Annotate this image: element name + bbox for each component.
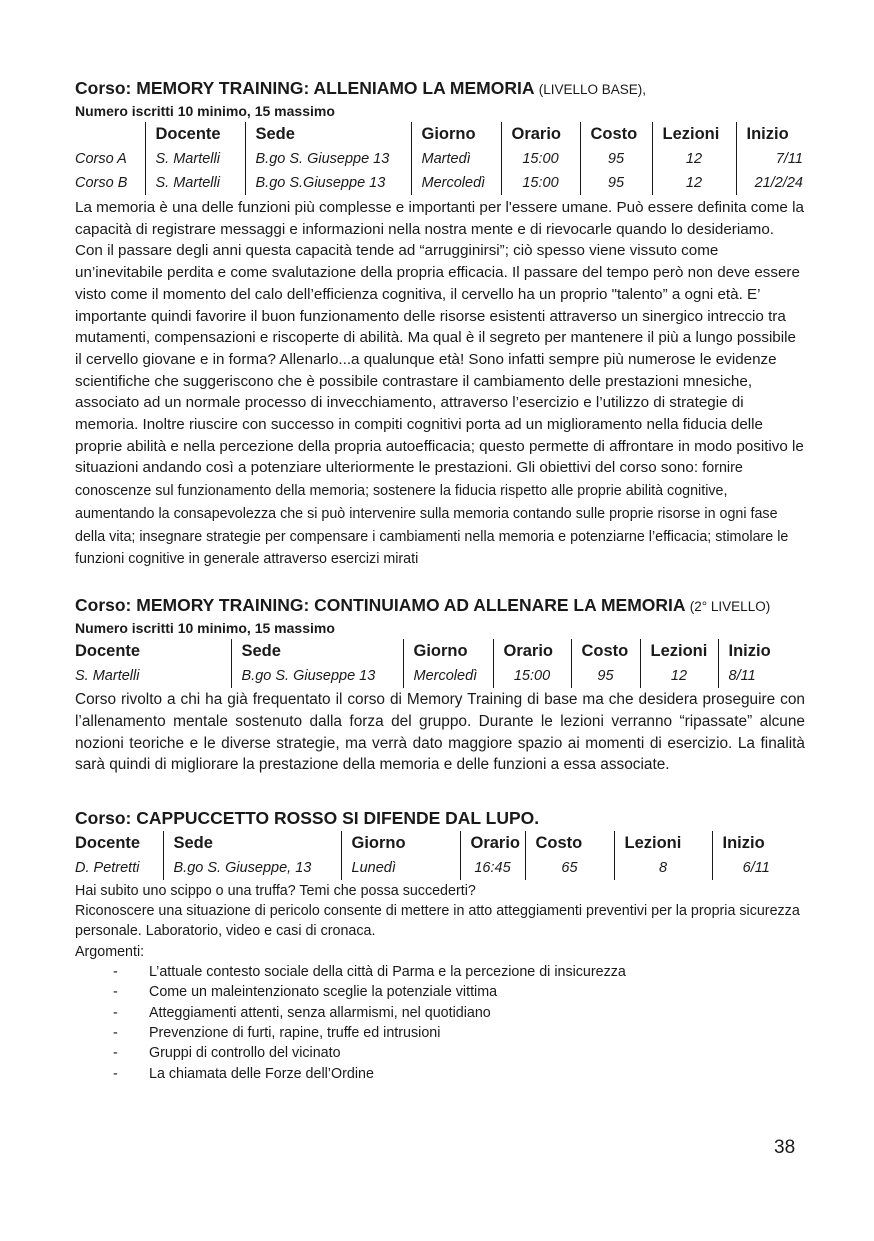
course-title: Corso: MEMORY TRAINING: ALLENIAMO LA MEMORIA (LIVELLO BASE), — [75, 78, 647, 98]
cell-costo: 95 — [580, 147, 652, 171]
list-item: - Atteggiamenti attenti, senza allarmismi, nel quotidiano — [75, 1003, 805, 1023]
cell-costo: 95 — [571, 664, 640, 688]
table-row — [75, 664, 805, 688]
enrollment-note: Numero iscritti 10 minimo, 15 massimo — [75, 620, 335, 636]
cell-docente: S. Martelli — [145, 171, 245, 195]
table-row — [75, 856, 800, 880]
cell-lezioni: 8 — [614, 856, 712, 880]
course-title: Corso: CAPPUCCETTO ROSSO SI DIFENDE DAL LUPO. — [75, 808, 540, 828]
course-description — [75, 197, 805, 571]
header-orario: Orario — [501, 122, 580, 147]
cell-sede: B.go S. Giuseppe 13 — [245, 147, 411, 171]
cell-inizio: 21/2/24 — [736, 171, 805, 195]
course-title-text: MEMORY TRAINING: CONTINUIAMO AD ALLENARE LA MEMORIA — [136, 595, 685, 615]
course-level: (LIVELLO BASE), — [538, 82, 647, 97]
course-title: Corso: MEMORY TRAINING: CONTINUIAMO AD ALLENARE LA MEMORIA (2° LIVELLO) — [75, 595, 771, 615]
table-row — [75, 171, 805, 195]
cell-orario: 15:00 — [501, 171, 580, 195]
cell-lezioni: 12 — [652, 147, 736, 171]
cell-orario: 15:00 — [501, 147, 580, 171]
header-costo: Costo — [580, 122, 652, 147]
topics-label: Argomenti: — [75, 943, 145, 960]
list-item: - Gruppi di controllo del vicinato — [75, 1043, 805, 1063]
header-giorno: Giorno — [411, 122, 501, 147]
header-sede: Sede — [163, 831, 341, 856]
dash-bullet: - — [113, 1004, 118, 1021]
schedule-table — [75, 122, 805, 195]
course-intro-question: Hai subito uno scippo o una truffa? Temi che possa succederti? — [75, 883, 476, 899]
page-number: 38 — [774, 1137, 796, 1158]
list-item: - L’attuale contesto sociale della città di Parma e la percezione di insicurezza — [75, 962, 805, 982]
header-sede: Sede — [231, 639, 403, 664]
description-text: La memoria è una delle funzioni più complesse e importanti per l'essere umane. Può essere definita come la capacità di registrare messaggi e informazioni nella nostra mente e di rievocarle quando lo desideriamo. Con il passare degli anni questa capacità tende ad “arrugginirsi”; ciò spesso viene vissuto come un’inevitabile perdita e come svalutazione della propria efficacia. Il passare del tempo però non deve essere visto come il momento del calo dell’efficienza cognitiva, il cervello ha un proprio "talento” a ogni età. E’ importante quindi favorire il buon funzionamento delle risorse esistenti attraverso un sinergico intreccio tra mutamenti, compensazioni e riscoperte di abilità. Ma qual è il segreto per mantenere il più a lungo possibile il cervello giovane e in forma? Allenarlo...a qualunque età! Sono infatti sempre più numerose le evidenze scientifiche che suggeriscono che è possibile contrastare il cambiamento delle prestazioni mnesiche, associato ad un normale processo di invecchiamento, attraverso l’esercizio e l’utilizzo di strategie di memoria. Inoltre riuscire con successo in compiti cognitivi porta ad un miglioramento nella fiducia delle proprie abilità e nella percezione della propria autoefficacia; questo permette di affrontare in modo positivo le situazioni andando così a potenziare ulteriormente le prestazioni. Gli obiettivi del corso sono: — [75, 199, 804, 477]
table-header-row — [75, 639, 805, 664]
cell-sede: B.go S. Giuseppe 13 — [231, 664, 403, 688]
header-costo: Costo — [571, 639, 640, 664]
enrollment-note: Numero iscritti 10 minimo, 15 massimo — [75, 103, 335, 119]
cell-orario: 16:45 — [460, 856, 525, 880]
topics-list — [75, 962, 805, 1084]
cell-sede: B.go S.Giuseppe 13 — [245, 171, 411, 195]
course-memory-level2 — [75, 593, 805, 776]
header-inizio: Inizio — [736, 122, 805, 147]
course-intro-text: Riconoscere una situazione di pericolo consente di mettere in atto atteggiamenti preventivi per la propria sicurezza personale. Laboratorio, video e casi di cronaca. — [75, 903, 800, 940]
header-docente: Docente — [145, 122, 245, 147]
header-giorno: Giorno — [341, 831, 460, 856]
row-label: Corso B — [75, 175, 128, 191]
course-title-text: MEMORY TRAINING: ALLENIAMO LA MEMORIA — [136, 78, 534, 98]
header-docente: Docente — [75, 834, 141, 852]
list-item: - La chiamata delle Forze dell’Ordine — [75, 1064, 805, 1084]
header-costo: Costo — [525, 831, 614, 856]
header-inizio: Inizio — [712, 831, 800, 856]
header-lezioni: Lezioni — [652, 122, 736, 147]
cell-orario: 15:00 — [493, 664, 571, 688]
cell-docente: D. Petretti — [75, 860, 140, 876]
table-row — [75, 147, 805, 171]
header-lezioni: Lezioni — [640, 639, 718, 664]
dash-bullet: - — [113, 1065, 118, 1082]
cell-docente: S. Martelli — [145, 147, 245, 171]
list-item: - Come un maleintenzionato sceglie la potenziale vittima — [75, 982, 805, 1002]
row-label: Corso A — [75, 151, 127, 167]
dash-bullet: - — [113, 1025, 118, 1042]
schedule-table — [75, 831, 800, 880]
cell-inizio: 8/11 — [718, 664, 805, 688]
header-giorno: Giorno — [403, 639, 493, 664]
course-memory-base — [75, 76, 805, 571]
cell-inizio: 7/11 — [736, 147, 805, 171]
table-header-row — [75, 122, 805, 147]
schedule-table — [75, 639, 805, 688]
cell-lezioni: 12 — [652, 171, 736, 195]
header-lezioni: Lezioni — [614, 831, 712, 856]
header-docente: Docente — [75, 642, 141, 660]
header-orario: Orario — [460, 831, 525, 856]
cell-giorno: Martedì — [411, 147, 501, 171]
header-orario: Orario — [493, 639, 571, 664]
cell-lezioni: 12 — [640, 664, 718, 688]
cell-inizio: 6/11 — [712, 856, 800, 880]
cell-docente: S. Martelli — [75, 668, 140, 684]
header-inizio: Inizio — [718, 639, 805, 664]
dash-bullet: - — [113, 1045, 118, 1062]
header-sede: Sede — [245, 122, 411, 147]
dash-bullet: - — [113, 963, 118, 980]
cell-sede: B.go S. Giuseppe, 13 — [163, 856, 341, 880]
objectives-text: fornire conoscenze sul funzionamento della memoria; sostenere la fiducia rispetto alle proprie abilità cognitive, aumentando la consapevolezza che si può intervenire sulla memoria contando sulle proprie risorse in ogni fase della vita; insegnare strategie per compensare i cambiamenti nella memoria e potenziarne l’efficacia; stimolare le funzioni cognitive in generale attraverso esercizi mirati — [75, 460, 789, 568]
dash-bullet: - — [113, 984, 118, 1001]
course-title-text: CAPPUCCETTO ROSSO SI DIFENDE DAL LUPO. — [136, 808, 540, 828]
list-item: - Prevenzione di furti, rapine, truffe ed intrusioni — [75, 1023, 805, 1043]
cell-giorno: Mercoledì — [403, 664, 493, 688]
course-level: (2° LIVELLO) — [689, 599, 771, 614]
course-cappuccetto-rosso — [75, 806, 805, 1084]
cell-giorno: Mercoledì — [411, 171, 501, 195]
course-description: Corso rivolto a chi ha già frequentato il corso di Memory Training di base ma che desidera proseguire con l’allenamento mentale sostenuto dalla forza del gruppo. Durante le lezioni verranno “ripassate” alcune nozioni teoriche e le diverse strategie, ma verrà dato maggiore spazio ai momenti di esercizio. La finalità sarà quindi di migliorare la prestazione della memoria e delle funzioni a essa associate. — [75, 691, 805, 774]
table-header-row — [75, 831, 800, 856]
cell-costo: 65 — [525, 856, 614, 880]
cell-costo: 95 — [580, 171, 652, 195]
cell-giorno: Lunedì — [341, 856, 460, 880]
